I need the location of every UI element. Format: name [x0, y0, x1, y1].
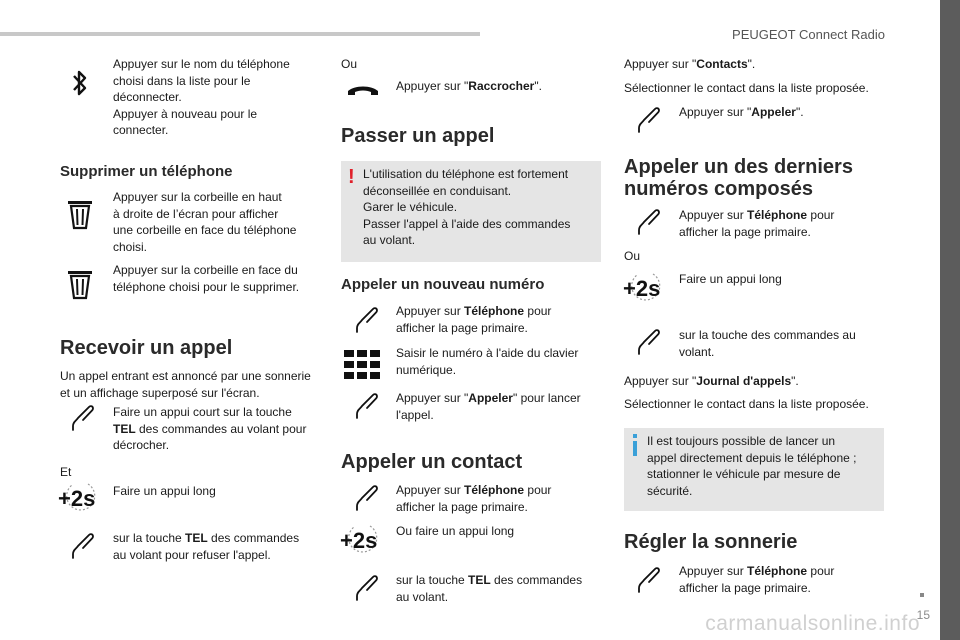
info-text: Il est toujours possible de lancer un appel directement depuis le téléphone ; stationner le véhicule par mesure de sécurité.: [647, 434, 857, 498]
label-ou: Ou: [341, 57, 358, 71]
page-number: 15: [916, 608, 930, 622]
recent-long-press: Faire un appui long: [679, 272, 782, 286]
hangup-icon: [345, 82, 381, 98]
new-number-step-1: Appuyer sur Téléphone pour afficher la page primaire.: [396, 304, 552, 335]
hold-2s-icon: [340, 522, 384, 558]
new-number-step-3: Appuyer sur "Appeler" pour lancer l'appel.: [396, 391, 581, 422]
select-contact-text-2: Sélectionner le contact dans la liste proposée.: [624, 397, 869, 411]
contact-step-2: Ou faire un appui long: [396, 524, 515, 538]
hangup-step: Appuyer sur "Raccrocher".: [396, 79, 542, 93]
keypad-icon: [344, 350, 380, 380]
touch-icon: [636, 566, 662, 594]
receive-step-short-press: Faire un appui court sur la touche TEL des commandes au volant pour décrocher.: [113, 405, 307, 452]
hold-2s-icon: [58, 480, 102, 516]
header-title: PEUGEOT Connect Radio: [732, 27, 885, 42]
heading-receive-call: Recevoir un appel: [60, 337, 233, 359]
refuse-call-step: sur la touche TEL des commandes au volant pour refuser l'appel.: [113, 531, 300, 562]
recent-step-1: Appuyer sur Téléphone pour afficher la page primaire.: [679, 208, 835, 239]
touch-icon: [70, 532, 96, 560]
label-et: Et: [60, 465, 72, 479]
select-contact-text: Sélectionner le contact dans la liste proposée.: [624, 81, 869, 95]
heading-delete-phone: Supprimer un téléphone: [60, 163, 233, 180]
info-icon: [631, 434, 639, 456]
touch-icon: [354, 574, 380, 602]
recent-step-2: sur la touche des commandes au volant.: [679, 328, 856, 359]
call-step: Appuyer sur "Appeler".: [679, 105, 804, 119]
heading-new-number: Appeler un nouveau numéro: [341, 276, 545, 293]
page-sidebar: [940, 0, 960, 640]
header-rule: [0, 32, 480, 36]
touch-icon: [636, 208, 662, 236]
contact-step-1: Appuyer sur Téléphone pour afficher la page primaire.: [396, 483, 552, 514]
bluetooth-instructions: Appuyer sur le nom du téléphone choisi dans la liste pour le déconnecter. Appuyer à nouveau pour le connecter.: [113, 57, 290, 137]
touch-icon: [70, 404, 96, 432]
contacts-step: Appuyer sur "Contacts".: [624, 57, 756, 71]
ringtone-step: Appuyer sur Téléphone pour afficher la page primaire.: [679, 564, 835, 595]
heading-call-contact: Appeler un contact: [341, 451, 523, 473]
journal-step: Appuyer sur "Journal d'appels".: [624, 374, 799, 388]
bluetooth-icon: [72, 68, 88, 98]
heading-recent-numbers: Appeler un des derniers numéros composés: [624, 156, 853, 200]
svg-text:+2s: +2s: [340, 528, 378, 553]
delete-step-1: Appuyer sur la corbeille en haut à droite de l’écran pour afficher une corbeille en face du téléphone choisi.: [113, 190, 297, 254]
receive-intro: Un appel entrant est annoncé par une sonnerie et un affichage superposé sur l'écran.: [60, 369, 311, 400]
trash-icon: [66, 198, 94, 230]
label-ou: Ou: [624, 249, 641, 263]
touch-icon: [354, 306, 380, 334]
trash-icon: [66, 268, 94, 300]
long-press-label: Faire un appui long: [113, 484, 216, 498]
touch-icon: [636, 328, 662, 356]
touch-icon: [636, 106, 662, 134]
delete-step-2: Appuyer sur la corbeille en face du téléphone choisi pour le supprimer.: [113, 263, 300, 294]
touch-icon: [354, 484, 380, 512]
warning-text: L'utilisation du téléphone est fortement déconseillée en conduisant. Garer le véhicule. Passer l'appel à l'aide des commandes au volant.: [363, 167, 571, 247]
watermark: carmanualsonline.info: [705, 612, 920, 635]
touch-icon: [354, 392, 380, 420]
hold-2s-icon: [623, 270, 667, 306]
heading-place-call: Passer un appel: [341, 125, 495, 147]
warning-icon: !: [348, 166, 355, 188]
new-number-step-2: Saisir le numéro à l'aide du clavier numérique.: [396, 346, 579, 377]
heading-ringtone: Régler la sonnerie: [624, 531, 798, 553]
contact-step-3: sur la touche TEL des commandes au volant.: [396, 573, 583, 604]
page-marker: [920, 593, 924, 597]
svg-text:+2s: +2s: [58, 486, 96, 511]
svg-text:+2s: +2s: [623, 276, 661, 301]
